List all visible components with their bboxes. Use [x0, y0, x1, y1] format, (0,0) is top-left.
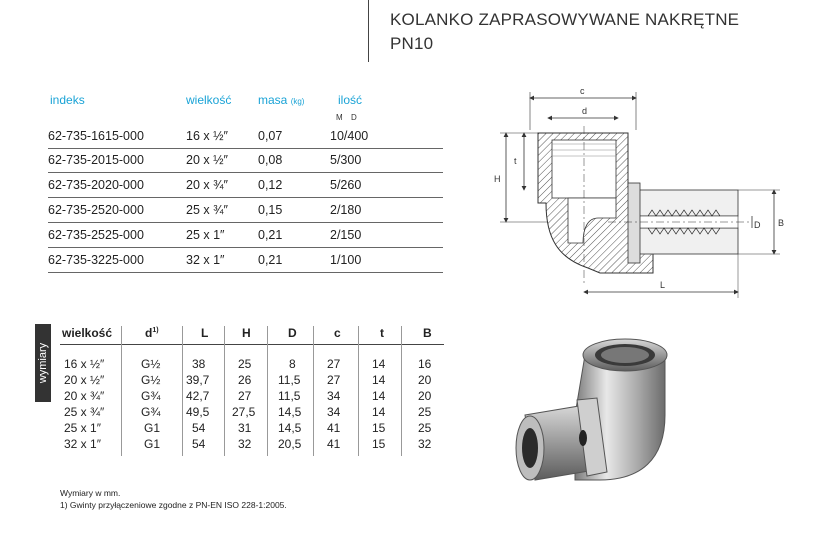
dim-cell-wielkosc: 25 x ¾″: [64, 405, 105, 419]
title-divider: [368, 0, 369, 62]
cell-wielkosc: 25 x 1″: [186, 228, 225, 242]
dim-cell-t: 15: [372, 421, 386, 435]
dim-cell-c: 34: [327, 405, 341, 419]
label-d: d: [582, 106, 588, 116]
cell-masa: 0,15: [258, 203, 283, 217]
row-divider: [48, 172, 443, 173]
label-b: B: [778, 218, 785, 228]
technical-drawing: [488, 78, 788, 300]
cell-masa: 0,07: [258, 129, 283, 143]
dim-header-d: [145, 326, 159, 340]
header-ilosc-d: D: [351, 113, 357, 122]
dim-cell-big-d: 11,5: [278, 389, 301, 403]
dim-header-b: B: [423, 326, 432, 340]
note-units: Wymiary w mm.: [60, 488, 121, 498]
dim-cell-wielkosc: 16 x ½″: [64, 357, 105, 371]
table-row: [48, 174, 443, 198]
title-line-2: PN10: [390, 34, 434, 53]
dim-header-h: H: [242, 326, 251, 340]
dim-cell-l: 39,7: [186, 373, 210, 387]
dim-row: [60, 405, 444, 420]
dim-cell-t: 14: [372, 373, 386, 387]
product-photo: [515, 320, 715, 495]
header-indeks: indeks: [50, 93, 85, 107]
dim-cell-h: 26: [238, 373, 252, 387]
dim-cell-l: 54: [192, 421, 206, 435]
table-row: [48, 149, 443, 173]
dim-cell-big-d: 20,5: [278, 437, 302, 451]
dim-cell-b: 16: [418, 357, 432, 371]
cell-ilosc: 5/260: [330, 178, 362, 192]
cell-wielkosc: 25 x ¾″: [186, 203, 228, 217]
table-row: [48, 224, 443, 248]
dim-cell-h: 27: [238, 389, 252, 403]
dim-cell-c: 41: [327, 421, 341, 435]
table-row: [48, 125, 443, 149]
dim-cell-big-d: 8: [289, 357, 296, 371]
dim-header-t: t: [380, 326, 384, 340]
dim-header-d-sup: 1): [152, 327, 159, 334]
cell-ilosc: 10/400: [330, 129, 369, 143]
dim-cell-l: 42,7: [186, 389, 210, 403]
side-label-wymiary: [35, 324, 51, 402]
dim-cell-t: 14: [372, 357, 386, 371]
dim-cell-h: 32: [238, 437, 252, 451]
row-divider: [48, 197, 443, 198]
dim-row: [60, 373, 444, 388]
dim-cell-h: 27,5: [232, 405, 256, 419]
label-t: t: [514, 156, 517, 166]
product-title: [390, 8, 739, 56]
dim-row: [60, 437, 444, 452]
cell-wielkosc: 16 x ½″: [186, 129, 228, 143]
dim-row: [60, 389, 444, 404]
dim-cell-t: 15: [372, 437, 386, 451]
dim-cell-c: 27: [327, 373, 341, 387]
dim-cell-wielkosc: 25 x 1″: [64, 421, 101, 435]
dim-cell-l: 38: [192, 357, 206, 371]
cell-indeks: 62-735-3225-000: [48, 253, 144, 267]
table-row: [48, 199, 443, 223]
dim-row: [60, 357, 444, 372]
cell-indeks: 62-735-1615-000: [48, 129, 144, 143]
dim-cell-b: 20: [418, 389, 432, 403]
dim-cell-b: 25: [418, 405, 432, 419]
dim-header-l: L: [201, 326, 209, 340]
header-ilosc-m: M: [336, 113, 343, 122]
cell-ilosc: 5/300: [330, 153, 362, 167]
dim-cell-b: 25: [418, 421, 432, 435]
cell-ilosc: 2/150: [330, 228, 362, 242]
row-divider: [48, 247, 443, 248]
dim-cell-t: 14: [372, 389, 386, 403]
dim-cell-d: G1: [144, 421, 161, 435]
label-big-d: D: [754, 220, 761, 230]
dim-header-wielkosc: wielkość: [62, 326, 113, 340]
dim-header-c: c: [334, 326, 341, 340]
dim-cell-big-d: 14,5: [278, 421, 302, 435]
note-thread-standard: 1) Gwinty przyłączeniowe zgodne z PN-EN ISO 228-1:2005.: [60, 500, 287, 510]
row-divider: [48, 222, 443, 223]
dim-cell-d: G½: [141, 357, 161, 371]
dim-cell-b: 32: [418, 437, 432, 451]
dim-header-divider: [60, 344, 444, 345]
dim-cell-wielkosc: 20 x ½″: [64, 373, 105, 387]
dim-cell-big-d: 14,5: [278, 405, 302, 419]
dim-header-d-label: d: [145, 326, 153, 340]
cell-masa: 0,12: [258, 178, 283, 192]
dim-cell-d: G¾: [141, 405, 161, 419]
header-wielkosc: wielkość: [186, 93, 232, 107]
dim-cell-c: 27: [327, 357, 341, 371]
dim-cell-h: 25: [238, 357, 252, 371]
dim-cell-t: 14: [372, 405, 386, 419]
side-label-text: wymiary: [37, 342, 49, 384]
header-ilosc: ilość: [338, 93, 363, 107]
cell-indeks: 62-735-2020-000: [48, 178, 144, 192]
label-c: c: [580, 86, 585, 96]
cell-indeks: 62-735-2520-000: [48, 203, 144, 217]
dim-cell-h: 31: [238, 421, 252, 435]
dim-cell-wielkosc: 32 x 1″: [64, 437, 101, 451]
dim-row: [60, 421, 444, 436]
cell-indeks: 62-735-2525-000: [48, 228, 144, 242]
header-masa-unit: (kg): [290, 97, 305, 106]
row-divider: [48, 272, 443, 273]
dim-cell-c: 41: [327, 437, 341, 451]
cell-wielkosc: 20 x ½″: [186, 153, 228, 167]
table-row: [48, 249, 443, 273]
cell-ilosc: 1/100: [330, 253, 362, 267]
label-l: L: [660, 280, 666, 290]
dim-cell-b: 20: [418, 373, 432, 387]
dim-cell-d: G½: [141, 373, 161, 387]
cell-masa: 0,08: [258, 153, 283, 167]
cell-indeks: 62-735-2015-000: [48, 153, 144, 167]
cell-ilosc: 2/180: [330, 203, 362, 217]
title-line-1: KOLANKO ZAPRASOWYWANE NAKRĘTNE: [390, 10, 740, 29]
cell-masa: 0,21: [258, 253, 283, 267]
cell-wielkosc: 20 x ¾″: [186, 178, 228, 192]
dim-cell-big-d: 11,5: [278, 373, 301, 387]
dim-cell-wielkosc: 20 x ¾″: [64, 389, 105, 403]
dim-cell-l: 54: [192, 437, 206, 451]
header-masa-label: masa: [258, 93, 288, 107]
cell-wielkosc: 32 x 1″: [186, 253, 225, 267]
dim-cell-d: G¾: [141, 389, 161, 403]
header-masa: [258, 93, 304, 107]
dim-cell-c: 34: [327, 389, 341, 403]
cell-masa: 0,21: [258, 228, 283, 242]
label-h: H: [494, 174, 501, 184]
dim-cell-d: G1: [144, 437, 161, 451]
dim-cell-l: 49,5: [186, 405, 210, 419]
dim-header-big-d: D: [288, 326, 297, 340]
